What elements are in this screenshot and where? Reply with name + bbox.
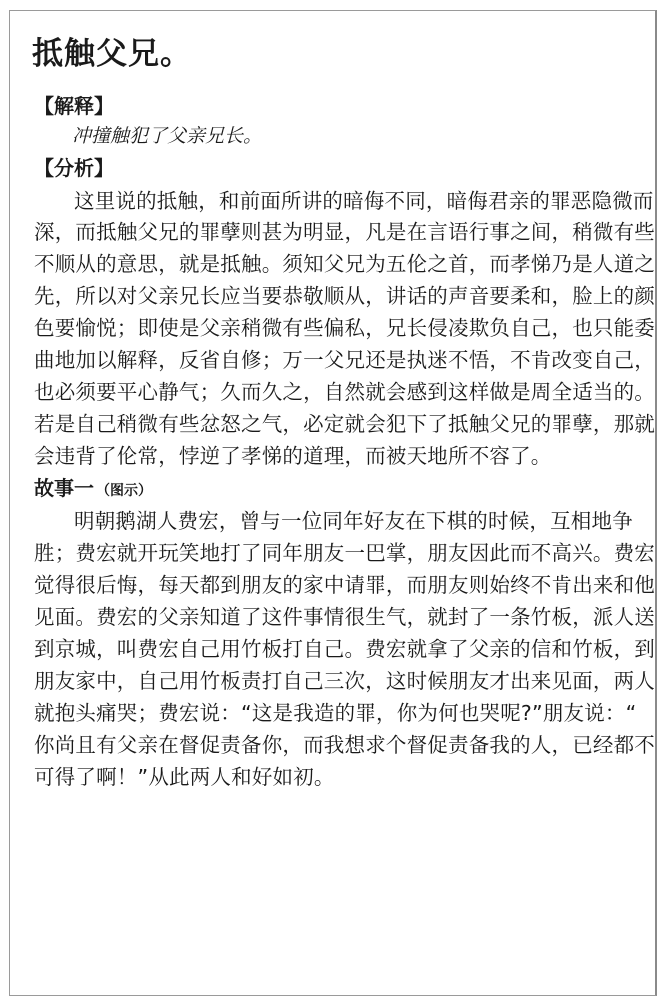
story-line: 到京城，叫费宏自己用竹板打自己。费宏就拿了父亲的信和竹板，到 [34,637,655,661]
explanation-text: 冲撞触犯了父亲兄长。 [72,125,263,147]
analysis-line: 这里说的抵触，和前面所讲的暗侮不同，暗侮君亲的罪恶隐微而 [74,189,654,213]
analysis-line: 曲地加以解释，反省自修；万一父兄还是执迷不悟，不肯改变自己， [34,348,655,372]
story-line: 胜；费宏就开玩笑地打了同年朋友一巴掌，朋友因此而不高兴。费宏 [34,541,655,565]
story-line: 可得了啊！”从此两人和好如初。 [34,765,335,789]
story-line: 就抱头痛哭；费宏说：“这是我造的罪，你为何也哭呢?”朋友说：“ [34,701,637,725]
story-subtitle: （图示） [96,483,152,499]
story-line: 明朝鹅湖人费宏，曾与一位同年好友在下棋的时候，互相地争 [74,509,633,533]
page-title: 抵触父兄。 [32,36,192,72]
story-line: 见面。费宏的父亲知道了这件事情很生气，就封了一条竹板，派人送 [34,605,655,629]
story-line: 觉得很后悔，每天都到朋友的家中请罪，而朋友则始终不肯出来和他 [34,573,655,597]
analysis-line: 不顺从的意思，就是抵触。须知父兄为五伦之首，而孝悌乃是人道之 [34,252,655,276]
story-line: 朋友家中，自己用竹板责打自己三次，这时候朋友才出来见面，两人 [34,669,655,693]
explanation-heading: 【解释】 [34,94,114,118]
story-heading [34,472,152,501]
analysis-line: 会违背了伦常，悖逆了孝悌的道理，而被天地所不容了。 [34,444,552,468]
analysis-line: 先，所以对父亲兄长应当要恭敬顺从，讲话的声音要柔和，脸上的颜 [34,284,655,308]
analysis-heading: 【分析】 [34,156,114,180]
story-line: 你尚且有父亲在督促责备你，而我想求个督促责备我的人，已经都不 [34,733,655,757]
analysis-line: 若是自己稍微有些忿怒之气，必定就会犯下了抵触父兄的罪孽，那就 [34,412,655,436]
analysis-line: 色要愉悦；即使是父亲稍微有些偏私，兄长侵凌欺负自己，也只能委 [34,316,655,340]
analysis-line: 深，而抵触父兄的罪孽则甚为明显，凡是在言语行事之间，稍微有些 [34,220,655,244]
analysis-line: 也必须要平心静气；久而久之，自然就会感到这样做是周全适当的。 [34,380,655,404]
story-title: 故事一 [34,476,94,500]
